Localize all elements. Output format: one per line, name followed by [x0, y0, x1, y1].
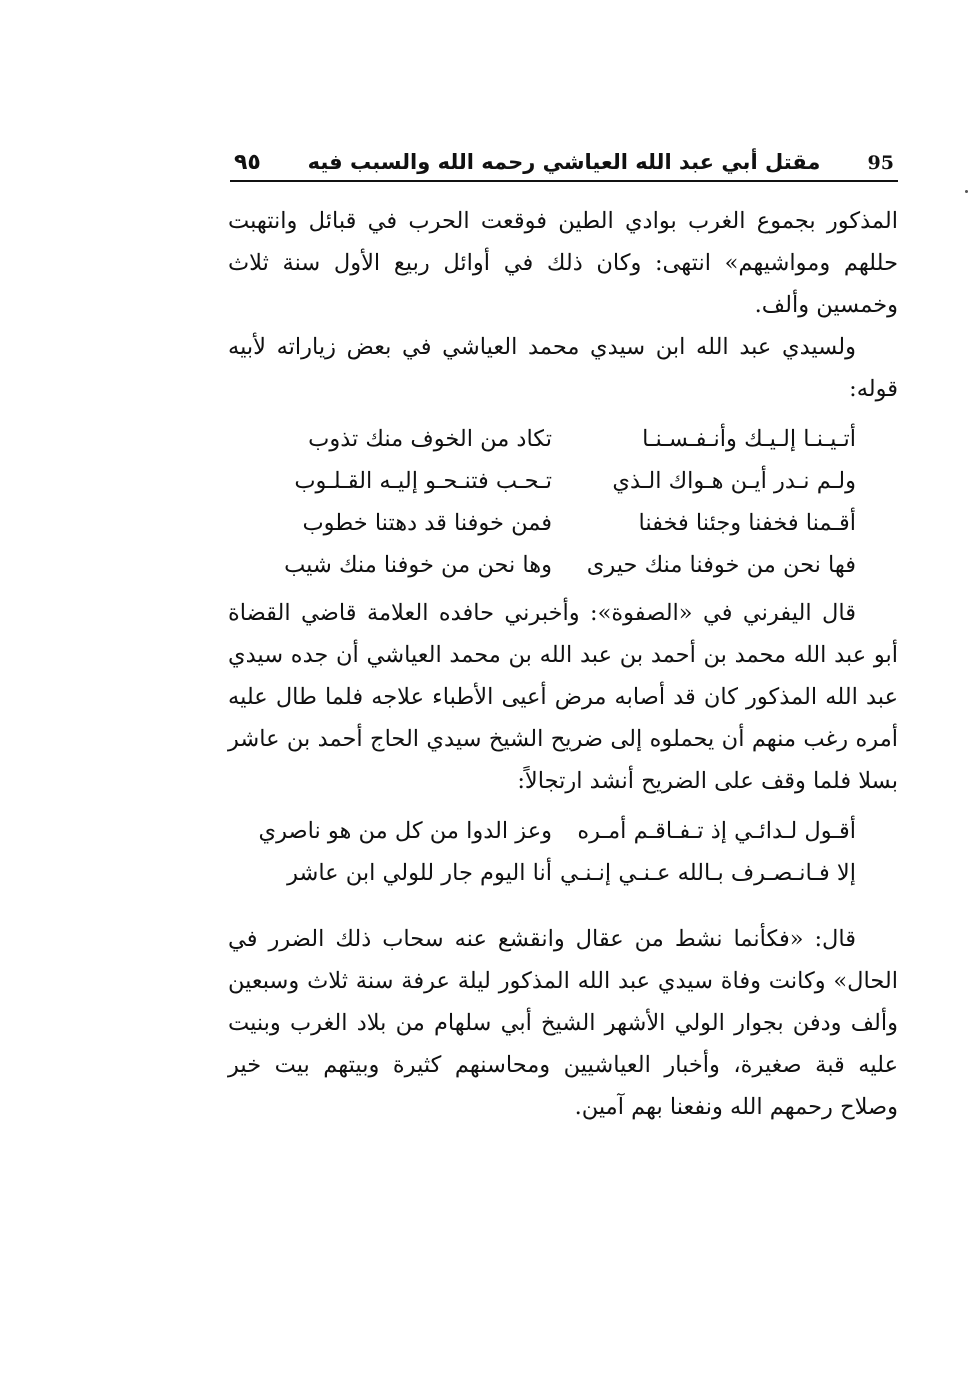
verse-first-hemistich: أقـول لـدائـي إذ تـفـاقـم أمـره	[577, 818, 856, 844]
verse-line	[228, 460, 898, 502]
verse-line	[228, 852, 898, 894]
verse-line	[228, 418, 898, 460]
page-number-latin: 95	[867, 152, 894, 174]
scan-speck	[965, 190, 968, 193]
verse-line	[228, 810, 898, 852]
verse-second-hemistich: فمن خوفنا قد دهتنا خطوب	[302, 510, 552, 536]
verse-second-hemistich: تكاد من الخوف منك تذوب	[308, 426, 552, 452]
verse-line	[228, 544, 898, 586]
main-text	[228, 200, 898, 1128]
running-header	[230, 146, 898, 182]
paragraph: المذكور بجموع الغرب بوادي الطين فوقعت الحرب في قبائل وانتهبت حللهم ومواشيهم» انتهى: وكان ذلك في أوائل ربيع الأول سنة ثلاث وخمسين وألف.	[228, 208, 898, 318]
verse-first-hemistich: أقـمنا فخفنا وجئنا فخفنا	[638, 510, 856, 536]
verse-second-hemistich: وها نحن من خوفنا منك شيب	[284, 552, 552, 578]
verse-second-hemistich: أنا اليوم جار للولي ابن عاشر	[287, 860, 552, 886]
verse-first-hemistich: فها نحن من خوفنا منك حيرى	[586, 552, 856, 578]
poem-block-2	[228, 810, 898, 894]
paragraph: ولسيدي عبد الله ابن سيدي محمد العياشي في بعض زياراته لأبيه قوله:	[228, 334, 898, 402]
paragraph: قال اليفرني في «الصفوة»: وأخبرني حافده العلامة قاضي القضاة أبو عبد الله محمد بن أحمد بن عبد الله بن محمد العياشي أن جده سيدي عبد الله المذكور كان قد أصابه مرض أعيى الأطباء علاجه فلما طال عليه أمره رغب منهم أن يحملوه إلى ضريح الشيخ سيدي الحاج أحمد بن عاشر بسلا فلما وقف على الضريح أنشد ارتجالاً:	[228, 600, 898, 794]
verse-first-hemistich: أتـيـنـا إلـيـك وأنـفـسـنـا	[642, 426, 856, 452]
page-number-arabic: ٩٥	[234, 150, 261, 175]
paragraph: قال: «فكأنما نشط من عقال وانقشع عنه سحاب ذلك الضرر في الحال» وكانت وفاة سيدي عبد الله المذكور ليلة عرفة سنة ثلاث وسبعين وألف ودفن بجوار الولي الأشهر الشيخ أبي سلهام من بلاد الغرب وبنيت عليه قبة صغيرة، وأخبار العياشيين ومحاسنهم كثيرة وبيتهم بيت خير وصلاح رحمهم الله ونفعنا بهم آمين.	[228, 926, 898, 1120]
verse-line	[228, 502, 898, 544]
spacer	[228, 900, 898, 918]
verse-second-hemistich: وعز الدوا من كل من هو ناصري	[258, 818, 552, 844]
running-title: مقتل أبي عبد الله العياشي رحمه الله والسبب فيه	[307, 150, 821, 174]
verse-first-hemistich: إلا فـانـصـرف بـالله عـنـي إنـنـي	[559, 860, 856, 886]
poem-block-1	[228, 418, 898, 586]
verse-first-hemistich: ولـم نـدر أيـن هـواك الـذي	[612, 468, 856, 494]
verse-second-hemistich: تـحـب فتنـحـو إليـه القـلـوب	[294, 468, 552, 494]
